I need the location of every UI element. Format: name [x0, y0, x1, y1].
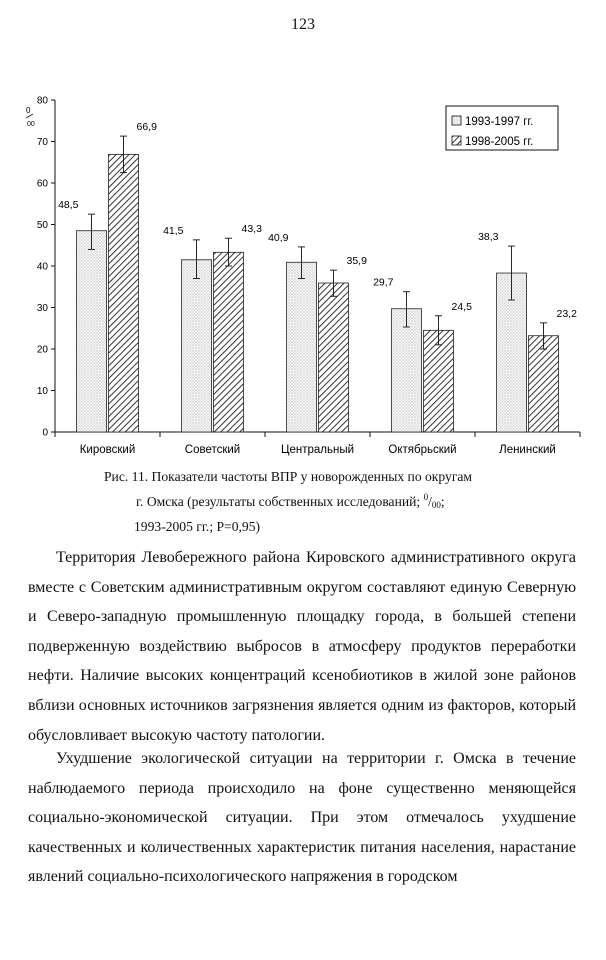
caption-line-3: 1993-2005 гг.; Р=0,95)	[134, 519, 261, 534]
paragraph-1-line-4: степени подверженную воздействию выбросов в атмосферу продуктов	[28, 608, 577, 655]
y-tick-label: 0	[42, 427, 48, 439]
data-label: 35,9	[346, 255, 367, 268]
data-label: 43,3	[241, 223, 262, 236]
y-tick-label: 10	[36, 386, 48, 397]
paragraph-1-line-6: зоне районов вблизи основных источников загрязнения является одним из	[28, 667, 577, 714]
caption-unit-numerator: 0	[423, 492, 429, 502]
bar	[424, 330, 454, 432]
data-label: 23,2	[556, 307, 577, 320]
bar	[287, 262, 317, 432]
caption-line-2-end: ;	[440, 494, 445, 509]
y-tick-label: 40	[36, 261, 48, 273]
paragraph-1-line-5: переработки нефти. Наличие высоких концентраций ксенобиотиков в жилой	[28, 637, 576, 685]
legend-label: 1998-2005 гг.	[465, 136, 534, 148]
x-tick-label: Ленинский	[499, 444, 556, 456]
bar	[77, 231, 107, 432]
caption-line-1: Рис. 11. Показатели частоты ВПР у новорожденных по округам	[104, 469, 473, 484]
paragraph-1-line-7: факторов, который обусловливает высокую частоту патологии.	[28, 696, 576, 744]
chart-legend	[446, 106, 558, 150]
data-label: 40,9	[268, 231, 289, 244]
caption-line-2: г. Омска (результаты собственных исследований; $^0$/00;	[136, 492, 445, 510]
y-tick-label: 50	[36, 220, 48, 231]
paragraph-2-text	[28, 744, 576, 892]
paragraph-1	[28, 543, 576, 750]
data-label: 38,3	[478, 231, 499, 244]
paragraph-1-text	[28, 543, 576, 750]
paragraph-2-line-3: социально-экономической ситуации. При этом отмечалось ухудшение	[28, 809, 576, 827]
figure-caption	[104, 466, 544, 537]
bar	[214, 252, 244, 432]
data-label: 29,7	[373, 276, 394, 289]
bar-chart	[0, 92, 606, 464]
caption-unit-denominator: 00	[431, 500, 441, 510]
paragraph-1-line-3: Северную и Северо-западную промышленную площадку города, в большей	[28, 578, 577, 626]
paragraph-2	[28, 744, 576, 892]
y-tick-label: 20	[36, 344, 48, 356]
x-tick-label: Кировский	[79, 444, 136, 456]
x-tick-label: Октябрьский	[388, 444, 457, 456]
x-tick-label: Центральный	[280, 444, 355, 456]
y-tick-label: 30	[36, 303, 48, 314]
data-label: 66,9	[136, 121, 157, 134]
y-axis-unit-denominator: 00	[27, 121, 35, 128]
bar	[109, 154, 139, 432]
y-tick-label: 70	[36, 137, 48, 148]
data-label: 24,5	[451, 300, 472, 313]
y-axis-unit-numerator: 0	[26, 106, 31, 115]
paragraph-2-line-4: качественных и количественных характеристик питания населения,	[28, 838, 495, 856]
paragraph-1-line-2: округа вместе с Советским административным округом составляют единую	[28, 549, 576, 596]
bar	[529, 336, 559, 432]
page-number: 123	[291, 16, 315, 33]
y-tick-label: 80	[36, 95, 48, 107]
caption-line-2-text: г. Омска (результаты собственных исследований;	[136, 494, 421, 509]
chart-bars	[77, 154, 559, 432]
paragraph-2-line-2: наблюдаемого периода происходило на фоне существенно меняющейся	[28, 779, 576, 797]
data-label: 41,5	[163, 224, 184, 237]
x-tick-label: Советский	[184, 444, 241, 456]
paragraph-1-line-1: Территория Левобережного района Кировского административного	[56, 549, 525, 566]
paragraph-2-line-1: Ухудшение экологической ситуации на территории г. Омска в течение	[56, 750, 576, 767]
legend-swatch	[452, 136, 461, 145]
legend-label: 1993-1997 гг.	[465, 116, 534, 128]
bar	[319, 283, 349, 432]
legend-swatch	[452, 116, 461, 125]
paragraph-2-line-5: нарастание явлений социально-психологического напряжения в городском	[28, 838, 576, 886]
bar	[182, 260, 212, 432]
data-label: 48,5	[58, 199, 79, 212]
y-tick-label: 60	[36, 178, 48, 190]
